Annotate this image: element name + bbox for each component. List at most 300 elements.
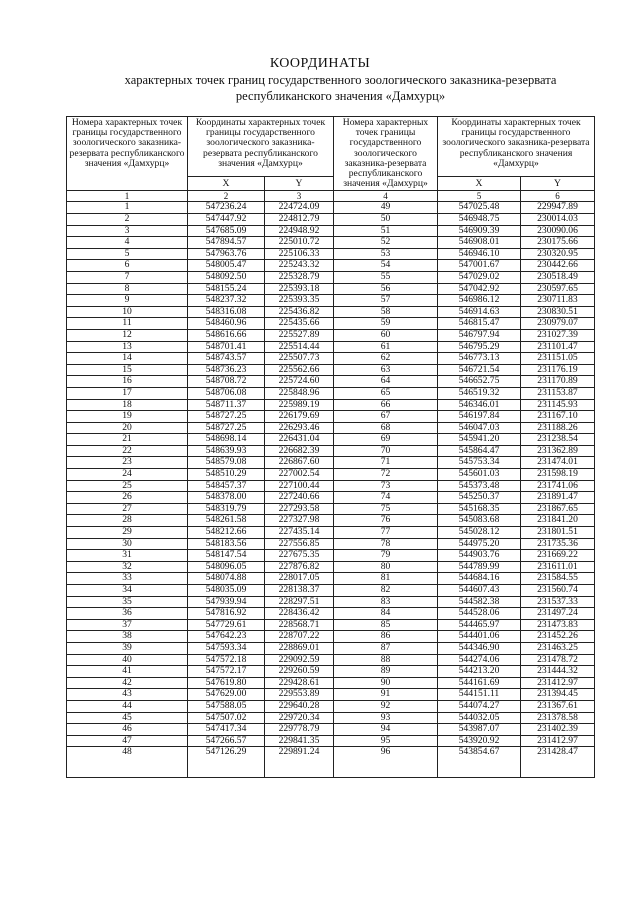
y-right-cell: 231474.01	[521, 457, 595, 469]
y-left-cell: 224948.92	[265, 225, 334, 237]
y-left-cell: 229092.59	[265, 654, 334, 666]
x-right-cell: 545028.12	[438, 527, 521, 539]
x-right-cell: 546795.29	[438, 341, 521, 353]
x-left-cell: 548639.93	[188, 445, 265, 457]
table-row	[67, 735, 595, 747]
point-number-left-cell: 37	[67, 619, 188, 631]
y-right-cell: 231444.32	[521, 666, 595, 678]
x-right-cell: 547001.67	[438, 260, 521, 272]
x-left-cell: 548237.32	[188, 295, 265, 307]
point-number-left-cell: 16	[67, 376, 188, 388]
x-right-cell: 546346.01	[438, 399, 521, 411]
y-left-cell: 228138.37	[265, 585, 334, 597]
x-right-cell: 546519.32	[438, 387, 521, 399]
y-left-cell: 226867.60	[265, 457, 334, 469]
table-row	[67, 561, 595, 573]
y-left-cell: 229841.35	[265, 735, 334, 747]
point-number-left-cell: 6	[67, 260, 188, 272]
y-right-cell: 230175.66	[521, 237, 595, 249]
y-left-cell: 225435.66	[265, 318, 334, 330]
point-number-right-cell: 86	[334, 631, 438, 643]
table-row	[67, 457, 595, 469]
point-number-right-cell: 52	[334, 237, 438, 249]
point-number-right-cell: 94	[334, 724, 438, 736]
x-right-cell: 544975.20	[438, 538, 521, 550]
x-left-cell: 547963.76	[188, 248, 265, 260]
x-left-cell: 548743.57	[188, 353, 265, 365]
table-row	[67, 480, 595, 492]
y-left-cell: 227876.82	[265, 561, 334, 573]
point-number-right-cell: 93	[334, 712, 438, 724]
point-number-right-cell: 59	[334, 318, 438, 330]
y-right-cell: 231378.58	[521, 712, 595, 724]
point-number-right-cell: 85	[334, 619, 438, 631]
x-left-cell: 547816.92	[188, 608, 265, 620]
x-right-cell: 545601.03	[438, 469, 521, 481]
x-left-cell: 547266.57	[188, 735, 265, 747]
point-number-left-cell: 25	[67, 480, 188, 492]
point-number-left-cell: 46	[67, 724, 188, 736]
point-number-right-cell: 91	[334, 689, 438, 701]
point-number-left-cell: 42	[67, 677, 188, 689]
x-right-cell: 544684.16	[438, 573, 521, 585]
x-left-cell: 547572.18	[188, 654, 265, 666]
y-right-cell: 231101.47	[521, 341, 595, 353]
x-left-cell: 548616.66	[188, 329, 265, 341]
x-right-cell: 546721.54	[438, 364, 521, 376]
y-left-cell: 227240.66	[265, 492, 334, 504]
y-left-cell: 225436.82	[265, 306, 334, 318]
y-left-cell: 226179.69	[265, 411, 334, 423]
point-number-left-cell: 13	[67, 341, 188, 353]
y-left-cell: 227002.54	[265, 469, 334, 481]
y-left-cell: 225328.79	[265, 271, 334, 283]
x-left-cell: 548005.47	[188, 260, 265, 272]
point-number-left-cell: 39	[67, 642, 188, 654]
x-right-cell: 546986.12	[438, 295, 521, 307]
point-number-right-cell: 50	[334, 214, 438, 226]
x-left-cell: 547572.17	[188, 666, 265, 678]
x-right-cell: 544789.99	[438, 561, 521, 573]
y-right-cell: 231412.97	[521, 677, 595, 689]
x-left-cell: 548460.96	[188, 318, 265, 330]
table-row	[67, 712, 595, 724]
x-right-cell: 545083.68	[438, 515, 521, 527]
points-header-left: Номера характерных точек границы государственного зоологического заказника-резервата республиканского значения «Дамхурц»	[67, 117, 188, 191]
point-number-right-cell: 84	[334, 608, 438, 620]
point-number-right-cell: 89	[334, 666, 438, 678]
point-number-left-cell: 23	[67, 457, 188, 469]
x-left-cell: 547236.24	[188, 202, 265, 214]
point-number-left-cell: 26	[67, 492, 188, 504]
table-row	[67, 631, 595, 643]
table-row	[67, 364, 595, 376]
point-number-left-cell: 2	[67, 214, 188, 226]
y-left-cell: 225989.19	[265, 399, 334, 411]
y-right-cell: 231170.89	[521, 376, 595, 388]
table-row	[67, 306, 595, 318]
y-left-cell: 229640.28	[265, 700, 334, 712]
x-left-cell: 548319.79	[188, 503, 265, 515]
point-number-left-cell: 30	[67, 538, 188, 550]
table-row	[67, 666, 595, 678]
table-row	[67, 260, 595, 272]
x-right-cell: 545373.48	[438, 480, 521, 492]
point-number-left-cell: 32	[67, 561, 188, 573]
point-number-right-cell: 88	[334, 654, 438, 666]
y-right-cell: 230830.51	[521, 306, 595, 318]
table-row	[67, 445, 595, 457]
y-left-cell: 227675.35	[265, 550, 334, 562]
point-number-right-cell: 61	[334, 341, 438, 353]
point-number-right-cell: 67	[334, 411, 438, 423]
column-number: 6	[521, 191, 595, 202]
y-left-cell: 224724.09	[265, 202, 334, 214]
point-number-left-cell: 38	[67, 631, 188, 643]
x-left-cell: 548727.25	[188, 411, 265, 423]
table-row	[67, 596, 595, 608]
y-right-cell: 231402.39	[521, 724, 595, 736]
point-number-left-cell: 17	[67, 387, 188, 399]
y-left-cell: 229260.59	[265, 666, 334, 678]
point-number-right-cell: 57	[334, 295, 438, 307]
x-left-cell: 548096.05	[188, 561, 265, 573]
table-row	[67, 387, 595, 399]
y-left-cell: 228436.42	[265, 608, 334, 620]
column-number: 1	[67, 191, 188, 202]
y-left-cell: 227100.44	[265, 480, 334, 492]
x-right-cell: 546948.75	[438, 214, 521, 226]
x-left-cell: 547894.57	[188, 237, 265, 249]
y-header-right: Y	[521, 176, 595, 190]
point-number-right-cell: 87	[334, 642, 438, 654]
x-left-cell: 548092.50	[188, 271, 265, 283]
x-right-cell: 543854.67	[438, 747, 521, 778]
y-left-cell: 226682.39	[265, 445, 334, 457]
y-right-cell: 230979.07	[521, 318, 595, 330]
y-right-cell: 231167.10	[521, 411, 595, 423]
y-right-cell: 231841.20	[521, 515, 595, 527]
point-number-left-cell: 3	[67, 225, 188, 237]
y-right-cell: 231428.47	[521, 747, 595, 778]
point-number-right-cell: 82	[334, 585, 438, 597]
y-right-cell: 231452.26	[521, 631, 595, 643]
page-subtitle: характерных точек границ государственного зоологического заказника-резервата республиканского значения «Дамхурц»	[124, 73, 557, 103]
x-right-cell: 544346.90	[438, 642, 521, 654]
table-row	[67, 608, 595, 620]
point-number-right-cell: 69	[334, 434, 438, 446]
y-left-cell: 225243.32	[265, 260, 334, 272]
point-number-right-cell: 65	[334, 387, 438, 399]
x-right-cell: 544582.38	[438, 596, 521, 608]
y-right-cell: 230320.95	[521, 248, 595, 260]
table-row	[67, 515, 595, 527]
point-number-left-cell: 12	[67, 329, 188, 341]
x-right-cell: 546914.63	[438, 306, 521, 318]
table-row	[67, 295, 595, 307]
table-row	[67, 503, 595, 515]
y-left-cell: 225106.33	[265, 248, 334, 260]
y-right-cell: 231735.36	[521, 538, 595, 550]
table-row	[67, 271, 595, 283]
x-left-cell: 547619.80	[188, 677, 265, 689]
point-number-left-cell: 7	[67, 271, 188, 283]
table-row	[67, 585, 595, 597]
table-row	[67, 214, 595, 226]
x-left-cell: 548510.29	[188, 469, 265, 481]
y-right-cell: 231741.06	[521, 480, 595, 492]
y-right-cell: 231027.39	[521, 329, 595, 341]
point-number-left-cell: 41	[67, 666, 188, 678]
x-left-cell: 547417.34	[188, 724, 265, 736]
point-number-left-cell: 24	[67, 469, 188, 481]
point-number-left-cell: 33	[67, 573, 188, 585]
y-right-cell: 230518.49	[521, 271, 595, 283]
x-right-cell: 546815.47	[438, 318, 521, 330]
x-header-left: X	[188, 176, 265, 190]
x-left-cell: 548316.08	[188, 306, 265, 318]
y-left-cell: 224812.79	[265, 214, 334, 226]
y-left-cell: 227327.98	[265, 515, 334, 527]
x-right-cell: 544274.06	[438, 654, 521, 666]
point-number-right-cell: 60	[334, 329, 438, 341]
table-row	[67, 689, 595, 701]
column-number: 5	[438, 191, 521, 202]
point-number-right-cell: 56	[334, 283, 438, 295]
x-right-cell: 546946.10	[438, 248, 521, 260]
x-right-cell: 547042.92	[438, 283, 521, 295]
point-number-right-cell: 54	[334, 260, 438, 272]
x-header-right: X	[438, 176, 521, 190]
x-right-cell: 547025.48	[438, 202, 521, 214]
point-number-right-cell: 66	[334, 399, 438, 411]
y-right-cell: 231412.97	[521, 735, 595, 747]
point-number-right-cell: 63	[334, 364, 438, 376]
table-row	[67, 202, 595, 214]
y-right-cell: 231584.55	[521, 573, 595, 585]
y-left-cell: 228017.05	[265, 573, 334, 585]
point-number-right-cell: 64	[334, 376, 438, 388]
point-number-right-cell: 73	[334, 480, 438, 492]
x-left-cell: 547685.09	[188, 225, 265, 237]
coords-header-right: Координаты характерных точек границы государственного зоологического заказника-резервата республиканского значения «Дамхурц»	[438, 117, 595, 177]
y-right-cell: 230711.83	[521, 295, 595, 307]
x-left-cell: 547447.92	[188, 214, 265, 226]
y-left-cell: 227556.85	[265, 538, 334, 550]
y-left-cell: 225393.35	[265, 295, 334, 307]
point-number-left-cell: 4	[67, 237, 188, 249]
x-left-cell: 548378.00	[188, 492, 265, 504]
x-right-cell: 545250.37	[438, 492, 521, 504]
table-row	[67, 248, 595, 260]
point-number-left-cell: 18	[67, 399, 188, 411]
x-left-cell: 548701.41	[188, 341, 265, 353]
point-number-left-cell: 8	[67, 283, 188, 295]
x-right-cell: 544032.05	[438, 712, 521, 724]
y-right-cell: 231145.93	[521, 399, 595, 411]
x-left-cell: 548147.54	[188, 550, 265, 562]
x-left-cell: 547126.29	[188, 747, 265, 778]
x-left-cell: 548708.72	[188, 376, 265, 388]
y-left-cell: 229428.61	[265, 677, 334, 689]
y-right-cell: 230014.03	[521, 214, 595, 226]
y-left-cell: 225393.18	[265, 283, 334, 295]
x-right-cell: 543920.92	[438, 735, 521, 747]
x-left-cell: 548183.56	[188, 538, 265, 550]
point-number-left-cell: 9	[67, 295, 188, 307]
table-row	[67, 422, 595, 434]
table-row	[67, 469, 595, 481]
table-row	[67, 411, 595, 423]
point-number-left-cell: 22	[67, 445, 188, 457]
y-header-left: Y	[265, 176, 334, 190]
y-left-cell: 225010.72	[265, 237, 334, 249]
y-left-cell: 225562.66	[265, 364, 334, 376]
point-number-left-cell: 31	[67, 550, 188, 562]
point-number-left-cell: 11	[67, 318, 188, 330]
point-number-left-cell: 10	[67, 306, 188, 318]
table-row	[67, 399, 595, 411]
table-row	[67, 492, 595, 504]
y-left-cell: 225527.89	[265, 329, 334, 341]
x-right-cell: 544151.11	[438, 689, 521, 701]
column-number: 4	[334, 191, 438, 202]
table-row	[67, 724, 595, 736]
table-row	[67, 700, 595, 712]
y-left-cell: 226293.46	[265, 422, 334, 434]
x-right-cell: 544161.69	[438, 677, 521, 689]
y-right-cell: 230090.06	[521, 225, 595, 237]
point-number-left-cell: 27	[67, 503, 188, 515]
x-right-cell: 544903.76	[438, 550, 521, 562]
y-right-cell: 231238.54	[521, 434, 595, 446]
x-left-cell: 548727.25	[188, 422, 265, 434]
y-right-cell: 231537.33	[521, 596, 595, 608]
y-left-cell: 228297.51	[265, 596, 334, 608]
point-number-right-cell: 95	[334, 735, 438, 747]
point-number-left-cell: 29	[67, 527, 188, 539]
table-row	[67, 318, 595, 330]
y-left-cell: 228707.22	[265, 631, 334, 643]
x-right-cell: 545753.34	[438, 457, 521, 469]
point-number-left-cell: 40	[67, 654, 188, 666]
y-right-cell: 231611.01	[521, 561, 595, 573]
y-left-cell: 228869.01	[265, 642, 334, 654]
point-number-left-cell: 44	[67, 700, 188, 712]
table-row	[67, 225, 595, 237]
point-number-right-cell: 53	[334, 248, 438, 260]
point-number-right-cell: 77	[334, 527, 438, 539]
point-number-right-cell: 83	[334, 596, 438, 608]
y-left-cell: 225724.60	[265, 376, 334, 388]
x-left-cell: 547642.23	[188, 631, 265, 643]
x-right-cell: 544528.06	[438, 608, 521, 620]
x-left-cell: 548457.37	[188, 480, 265, 492]
point-number-right-cell: 58	[334, 306, 438, 318]
y-right-cell: 231463.25	[521, 642, 595, 654]
y-right-cell: 231188.26	[521, 422, 595, 434]
y-left-cell: 229553.89	[265, 689, 334, 701]
x-right-cell: 546909.39	[438, 225, 521, 237]
table-row	[67, 341, 595, 353]
table-row	[67, 434, 595, 446]
point-number-left-cell: 14	[67, 353, 188, 365]
y-left-cell: 225514.44	[265, 341, 334, 353]
point-number-right-cell: 74	[334, 492, 438, 504]
point-number-left-cell: 47	[67, 735, 188, 747]
y-left-cell: 228568.71	[265, 619, 334, 631]
point-number-right-cell: 49	[334, 202, 438, 214]
y-right-cell: 231497.24	[521, 608, 595, 620]
table-row	[67, 329, 595, 341]
x-left-cell: 548212.66	[188, 527, 265, 539]
x-right-cell: 547029.02	[438, 271, 521, 283]
x-right-cell: 544607.43	[438, 585, 521, 597]
y-right-cell: 231176.19	[521, 364, 595, 376]
coordinates-table	[66, 116, 595, 778]
y-right-cell: 231473.83	[521, 619, 595, 631]
table-row	[67, 677, 595, 689]
x-left-cell: 548736.23	[188, 364, 265, 376]
y-right-cell: 231151.05	[521, 353, 595, 365]
table-row	[67, 654, 595, 666]
y-left-cell: 226431.04	[265, 434, 334, 446]
column-number: 2	[188, 191, 265, 202]
point-number-right-cell: 72	[334, 469, 438, 481]
point-number-right-cell: 71	[334, 457, 438, 469]
x-right-cell: 544213.20	[438, 666, 521, 678]
x-left-cell: 547939.94	[188, 596, 265, 608]
table-row	[67, 619, 595, 631]
x-left-cell: 547588.05	[188, 700, 265, 712]
point-number-right-cell: 55	[334, 271, 438, 283]
x-right-cell: 543987.07	[438, 724, 521, 736]
y-right-cell: 231560.74	[521, 585, 595, 597]
y-right-cell: 229947.89	[521, 202, 595, 214]
points-header-right: Номера характерных точек границы государственного зоологического заказника-резервата республиканского значения «Дамхурц»	[334, 117, 438, 191]
table-row	[67, 237, 595, 249]
y-left-cell: 227435.14	[265, 527, 334, 539]
point-number-right-cell: 68	[334, 422, 438, 434]
point-number-right-cell: 76	[334, 515, 438, 527]
x-right-cell: 546773.13	[438, 353, 521, 365]
y-right-cell: 231867.65	[521, 503, 595, 515]
y-left-cell: 229720.34	[265, 712, 334, 724]
x-right-cell: 544465.97	[438, 619, 521, 631]
y-right-cell: 231362.89	[521, 445, 595, 457]
point-number-right-cell: 51	[334, 225, 438, 237]
point-number-right-cell: 70	[334, 445, 438, 457]
table-row	[67, 550, 595, 562]
table-body	[67, 202, 595, 778]
x-left-cell: 548706.08	[188, 387, 265, 399]
y-right-cell: 231669.22	[521, 550, 595, 562]
x-left-cell: 547729.61	[188, 619, 265, 631]
x-right-cell: 546652.75	[438, 376, 521, 388]
x-left-cell: 548711.37	[188, 399, 265, 411]
x-left-cell: 547629.00	[188, 689, 265, 701]
x-left-cell: 547507.02	[188, 712, 265, 724]
table-row	[67, 376, 595, 388]
point-number-right-cell: 79	[334, 550, 438, 562]
point-number-right-cell: 78	[334, 538, 438, 550]
y-left-cell: 229778.79	[265, 724, 334, 736]
point-number-right-cell: 92	[334, 700, 438, 712]
x-right-cell: 546197.84	[438, 411, 521, 423]
x-left-cell: 548579.08	[188, 457, 265, 469]
point-number-left-cell: 35	[67, 596, 188, 608]
x-right-cell: 546047.03	[438, 422, 521, 434]
